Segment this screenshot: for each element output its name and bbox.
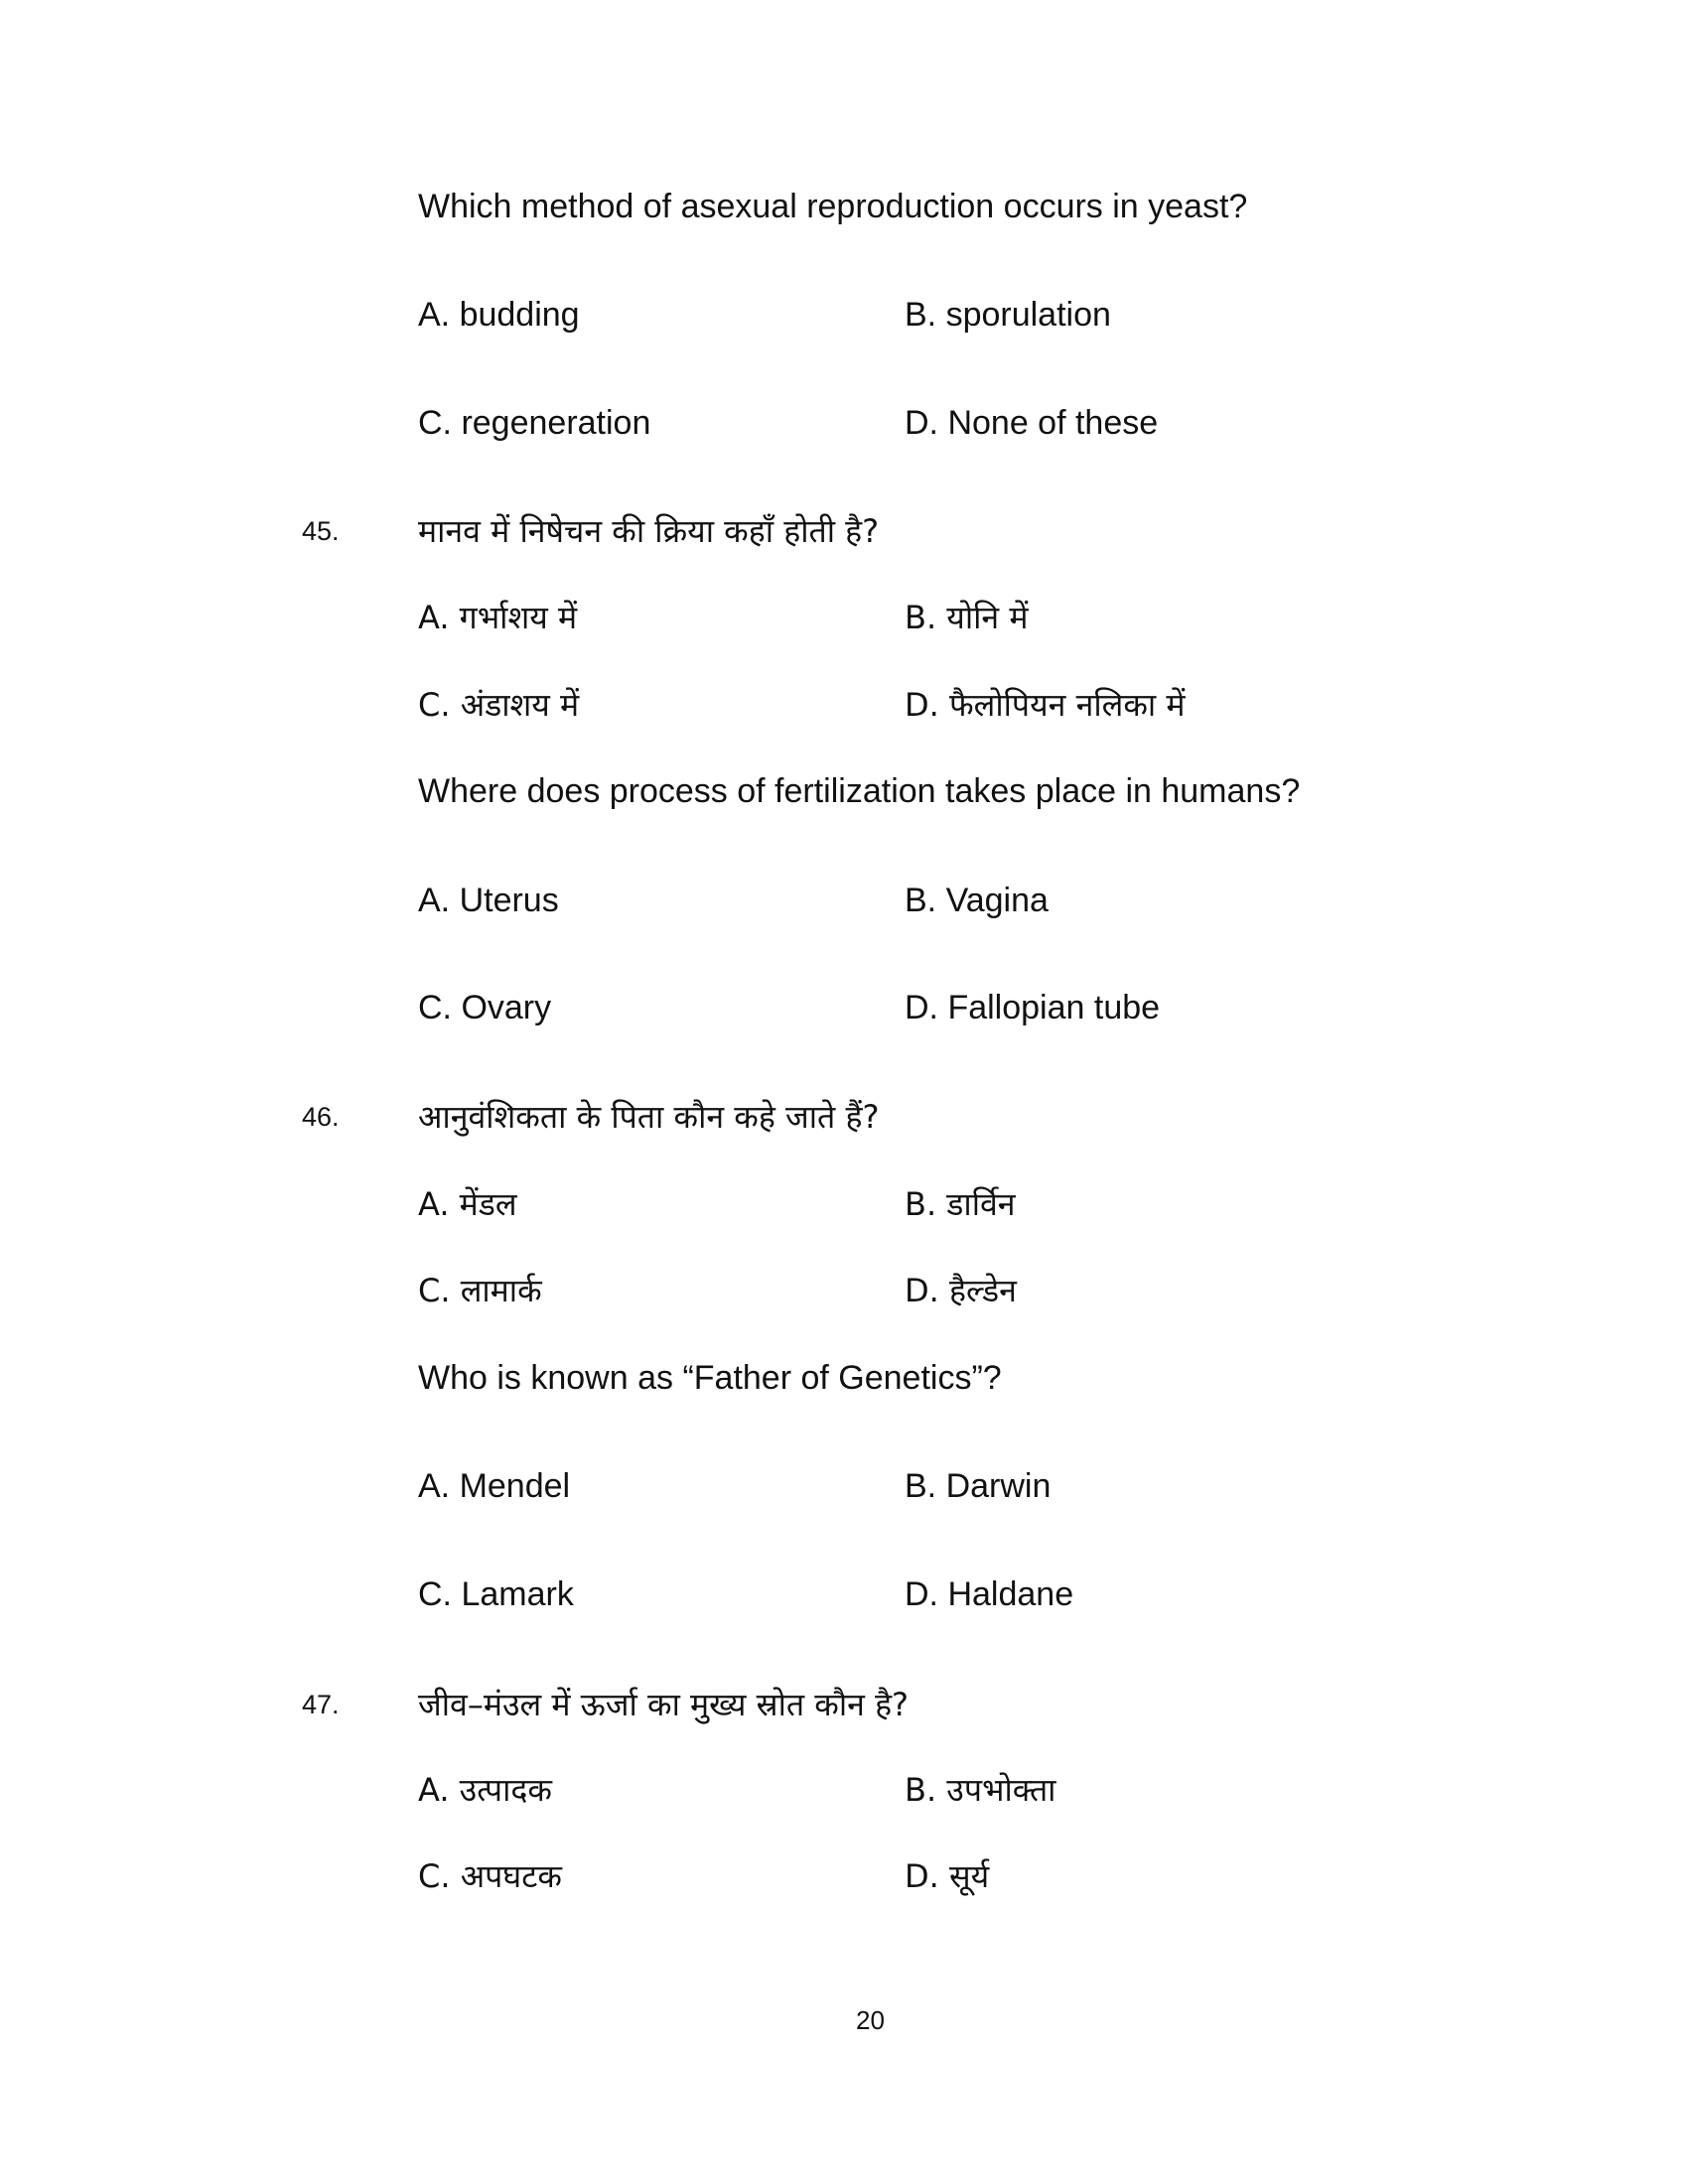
option-a: A. Mendel xyxy=(418,1467,571,1505)
option-c-hindi: C. लामार्क xyxy=(418,1272,542,1309)
question-number: 45. xyxy=(302,516,340,546)
option-a-hindi: A. गर्भाशय में xyxy=(418,599,578,636)
option-a-hindi: A. उत्पादक xyxy=(418,1771,552,1809)
option-c-hindi: C. अपघटक xyxy=(418,1857,562,1895)
option-b: B. Darwin xyxy=(905,1467,1052,1505)
option-b-hindi: B. डार्विन xyxy=(905,1185,1016,1223)
option-c: C. Ovary xyxy=(418,989,552,1026)
question-text: Where does process of fertilization takes place in humans? xyxy=(418,772,1301,810)
question-number: 46. xyxy=(302,1102,340,1132)
page-number: 20 xyxy=(856,2005,885,2035)
question-text-hindi: मानव में निषेचन की क्रिया कहाँ होती है? xyxy=(418,512,880,550)
option-c: C. Lamark xyxy=(418,1575,574,1613)
question-text: Which method of asexual reproduction occurs in yeast? xyxy=(418,188,1248,225)
option-c: C. regeneration xyxy=(418,404,651,442)
option-d: D. Haldane xyxy=(905,1575,1074,1613)
question-text: Who is known as “Father of Genetics”? xyxy=(418,1359,1002,1397)
option-d: D. Fallopian tube xyxy=(905,989,1161,1026)
option-b: B. sporulation xyxy=(905,296,1111,334)
option-b: B. Vagina xyxy=(905,882,1049,919)
option-a: A. budding xyxy=(418,296,580,334)
question-text-hindi: आनुवंशिकता के पिता कौन कहे जाते हैं? xyxy=(418,1098,880,1136)
option-d-hindi: D. फैलोपियन नलिका में xyxy=(905,686,1186,724)
option-d: D. None of these xyxy=(905,404,1159,442)
option-d-hindi: D. हैल्डेन xyxy=(905,1272,1017,1309)
option-a-hindi: A. मेंडल xyxy=(418,1185,517,1223)
option-b-hindi: B. उपभोक्ता xyxy=(905,1771,1056,1809)
option-a: A. Uterus xyxy=(418,882,559,919)
option-c-hindi: C. अंडाशय में xyxy=(418,686,580,724)
question-text-hindi: जीव–मंउल में ऊर्जा का मुख्य स्रोत कौन है? xyxy=(418,1686,910,1723)
option-d-hindi: D. सूर्य xyxy=(905,1857,990,1895)
question-number: 47. xyxy=(302,1690,340,1719)
option-b-hindi: B. योनि में xyxy=(905,599,1029,636)
